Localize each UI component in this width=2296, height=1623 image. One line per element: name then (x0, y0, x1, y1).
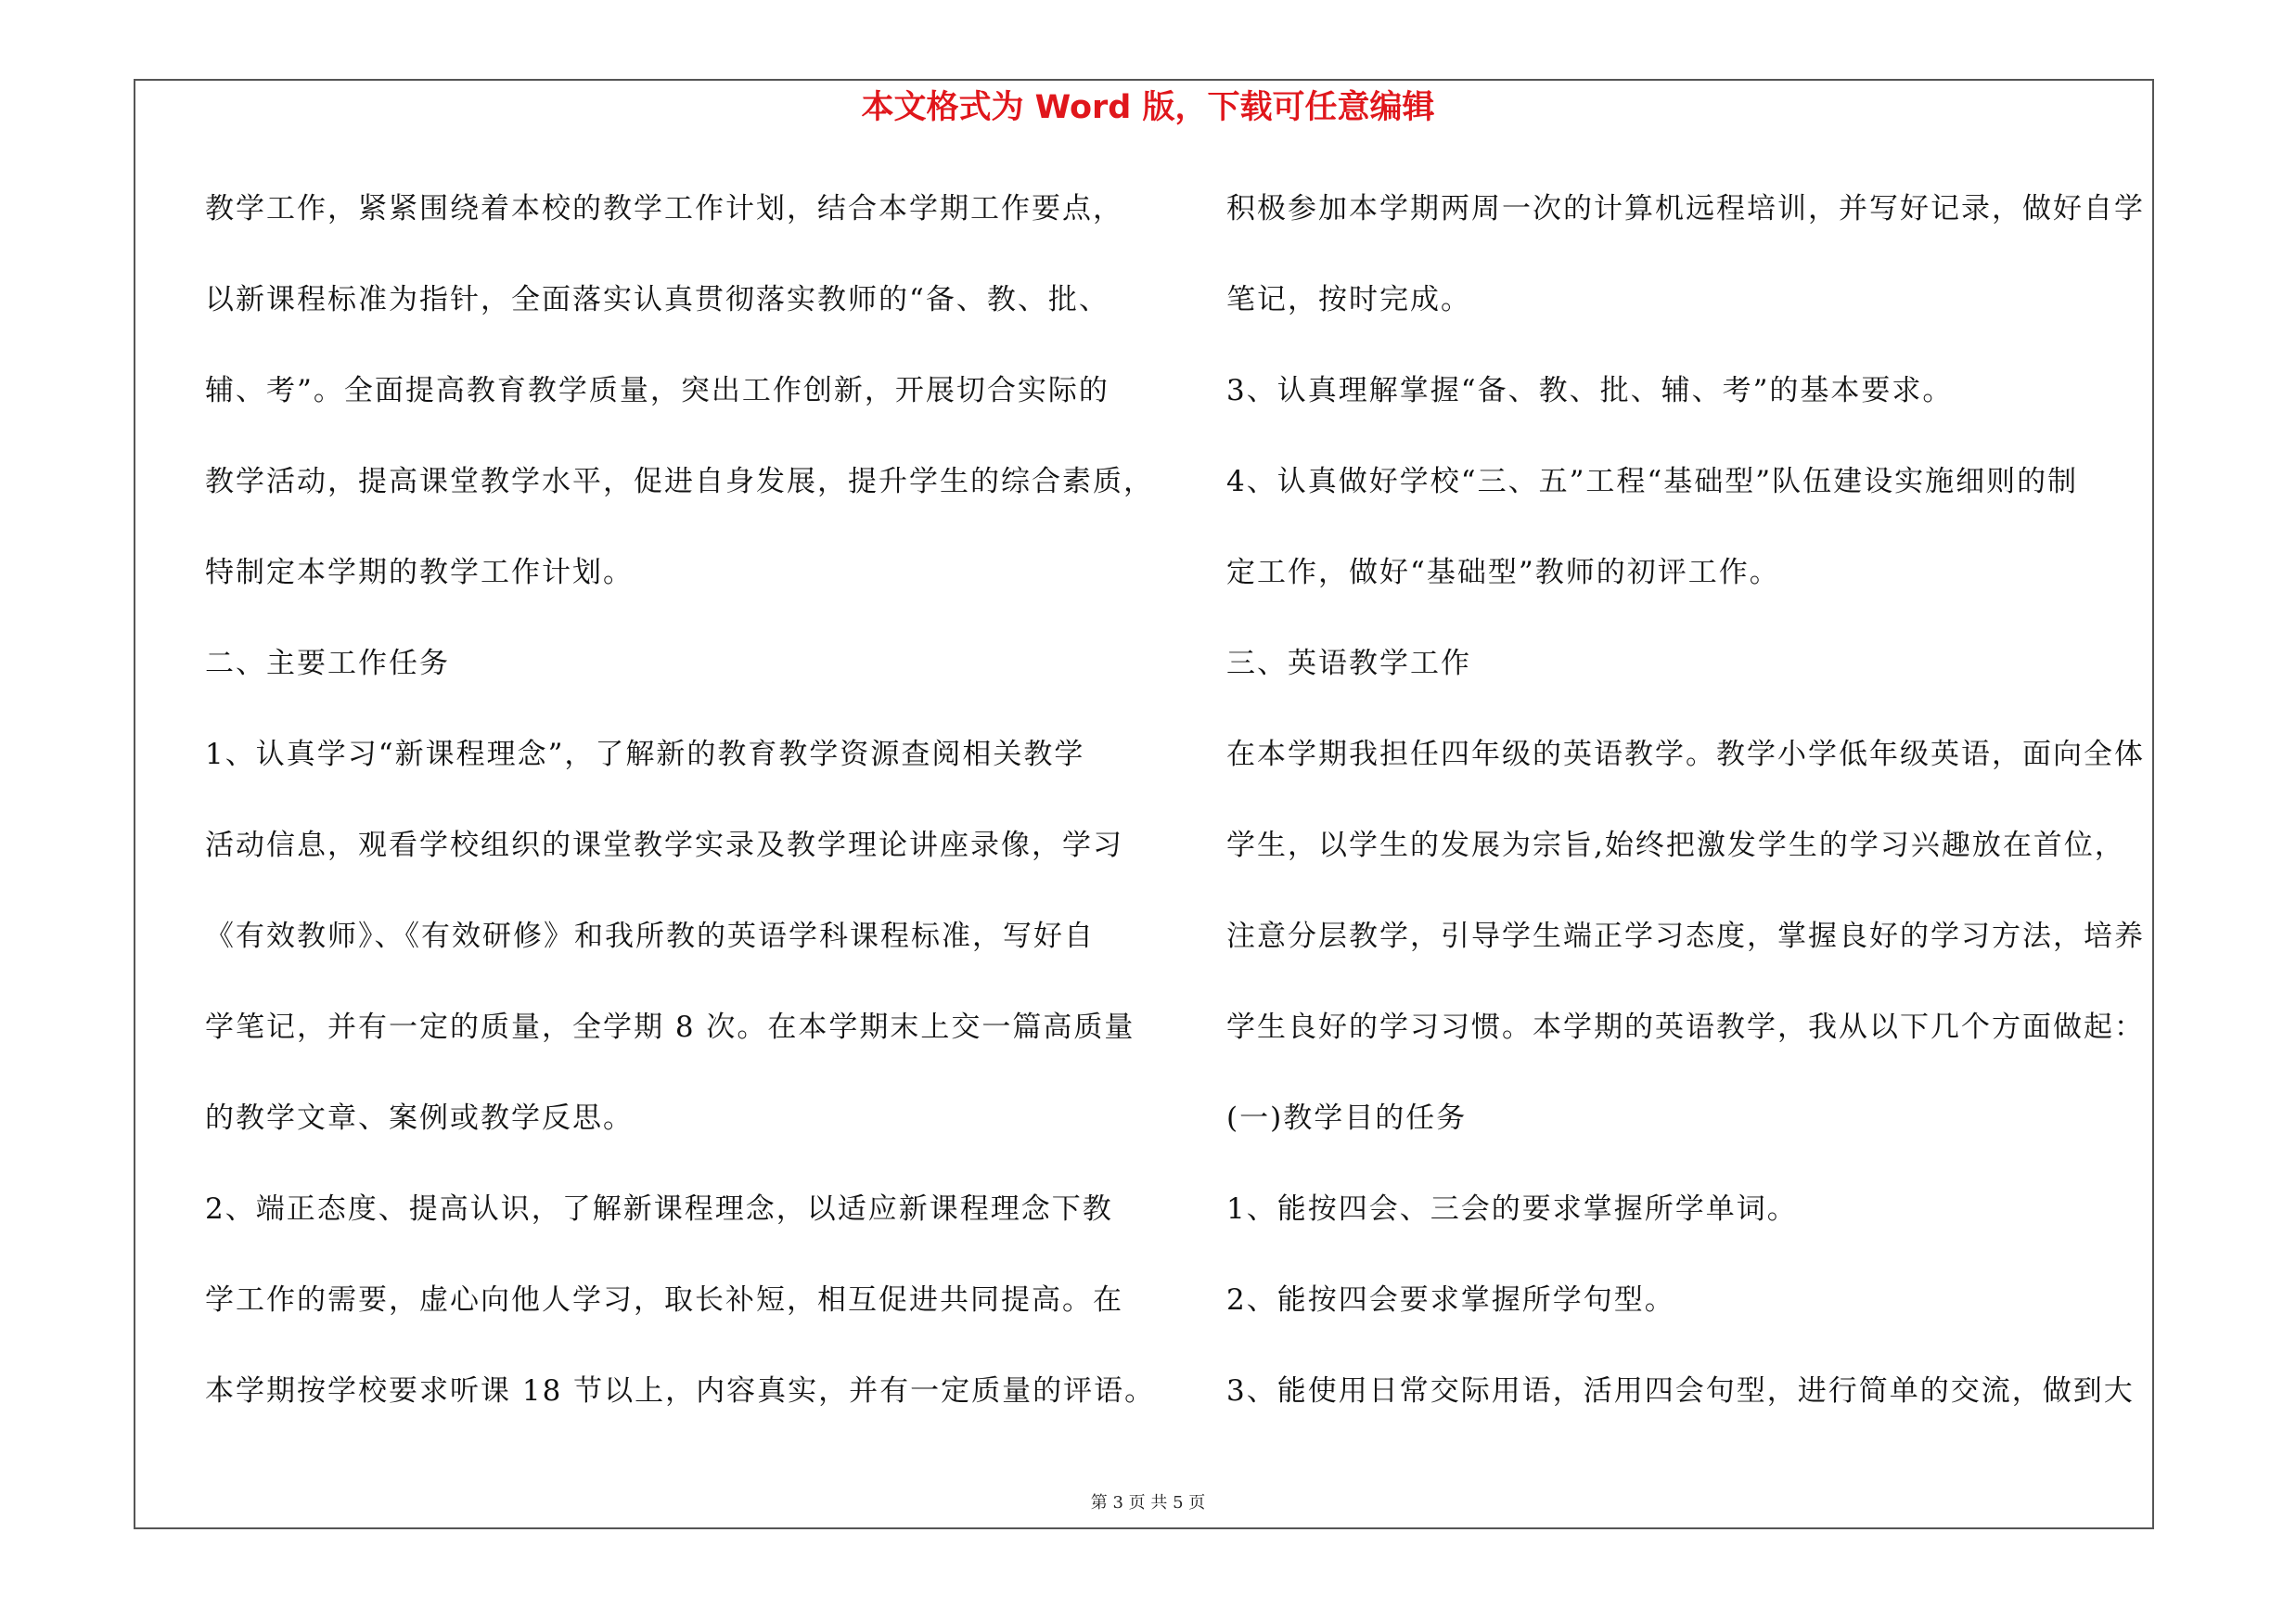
text-line: 学生良好的学习习惯。本学期的英语教学，我从以下几个方面做起： (1226, 1011, 2145, 1044)
text-line: 以新课程标准为指针，全面落实认真贯彻落实教师的“备、教、批、 (205, 283, 1110, 316)
text-line: 在本学期我担任四年级的英语教学。教学小学低年级英语，面向全体 (1226, 738, 2145, 771)
text-line: 学笔记，并有一定的质量，全学期 8 次。在本学期末上交一篇高质量 (205, 1011, 1135, 1044)
section-heading: 二、主要工作任务 (205, 647, 450, 680)
subsection-heading: (一)教学目的任务 (1226, 1101, 1468, 1135)
text-line: 的教学文章、案例或教学反思。 (205, 1101, 634, 1135)
text-line: 学工作的需要，虚心向他人学习，取长补短，相互促进共同提高。在 (205, 1283, 1123, 1317)
text-line: 笔记，按时完成。 (1226, 283, 1471, 316)
text-line: 2、能按四会要求掌握所学句型。 (1226, 1283, 1675, 1317)
text-line: 教学活动，提高课堂教学水平，促进自身发展，提升学生的综合素质， (205, 465, 1154, 498)
text-line: 《有效教师》、《有效研修》和我所教的英语学科课程标准，写好自 (205, 920, 1095, 953)
section-heading: 三、英语教学工作 (1226, 647, 1471, 680)
text-line: 1、认真学习“新课程理念”，了解新的教育教学资源查阅相关教学 (205, 738, 1085, 771)
page-number-footer: 第 3 页 共 5 页 (1090, 1493, 1206, 1513)
text-line: 3、能使用日常交际用语，活用四会句型，进行简单的交流，做到大 (1226, 1374, 2135, 1408)
text-line: 注意分层教学，引导学生端正学习态度，掌握良好的学习方法，培养 (1226, 920, 2145, 953)
header-banner: 本文格式为 Word 版，下载可任意编辑 (861, 89, 1435, 126)
text-line: 4、认真做好学校“三、五”工程“基础型”队伍建设实施细则的制 (1226, 465, 2079, 498)
text-line: 活动信息，观看学校组织的课堂教学实录及教学理论讲座录像，学习 (205, 829, 1123, 862)
text-line: 积极参加本学期两周一次的计算机远程培训，并写好记录，做好自学 (1226, 192, 2145, 225)
text-line: 特制定本学期的教学工作计划。 (205, 556, 634, 589)
text-line: 1、能按四会、三会的要求掌握所学单词。 (1226, 1192, 1798, 1226)
text-line: 辅、考”。全面提高教育教学质量，突出工作创新，开展切合实际的 (205, 374, 1110, 407)
text-line: 学生，以学生的发展为宗旨,始终把激发学生的学习兴趣放在首位， (1226, 829, 2125, 862)
text-line: 2、端正态度、提高认识，了解新课程理念，以适应新课程理念下教 (205, 1192, 1113, 1226)
text-line: 定工作，做好“基础型”教师的初评工作。 (1226, 556, 1780, 589)
text-line: 教学工作，紧紧围绕着本校的教学工作计划，结合本学期工作要点， (205, 192, 1123, 225)
text-line: 3、认真理解掌握“备、教、批、辅、考”的基本要求。 (1226, 374, 1954, 407)
text-line: 本学期按学校要求听课 18 节以上，内容真实，并有一定质量的评语。 (205, 1374, 1156, 1408)
